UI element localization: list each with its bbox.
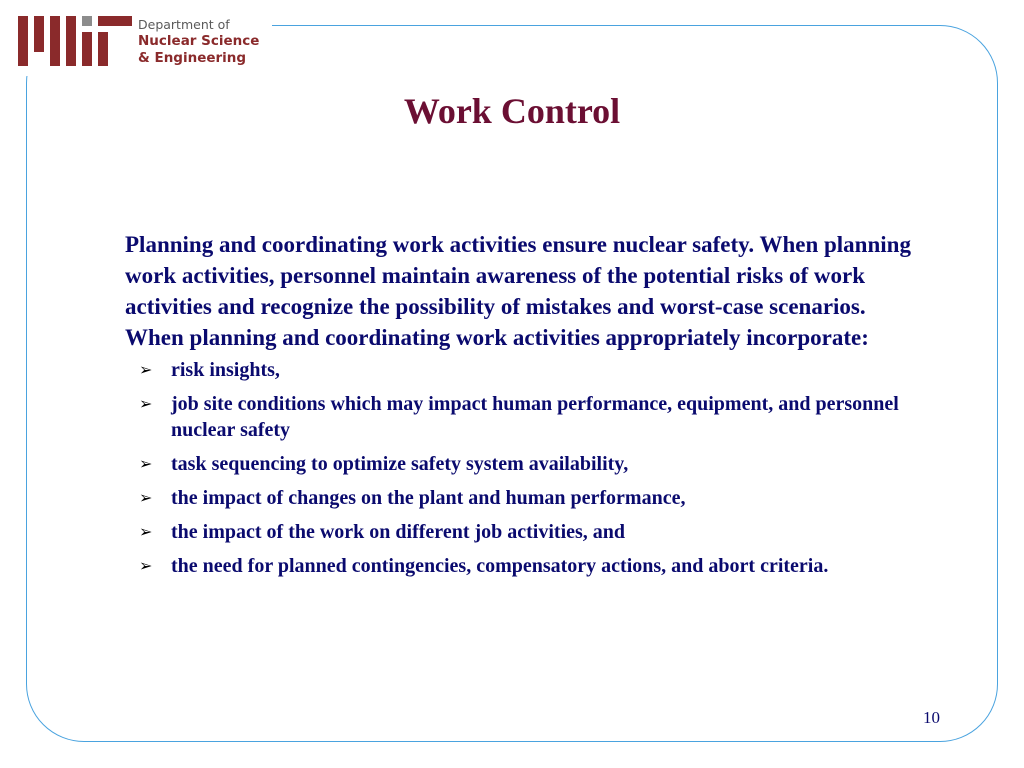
bullet-text: the impact of changes on the plant and human performance, (171, 487, 686, 509)
bullet-text: the impact of the work on different job activities, and (171, 521, 626, 543)
mit-logo-icon (18, 16, 132, 66)
logo-department-of: Department of (138, 17, 230, 32)
list-item (125, 553, 925, 579)
bullet-list (125, 357, 925, 579)
logo-text (138, 16, 259, 67)
list-item (125, 519, 925, 545)
list-item (125, 451, 925, 477)
logo-engineering: & Engineering (138, 50, 247, 66)
arrowhead-bullet-icon: ➢ (139, 360, 153, 379)
bullet-text: risk insights, (171, 359, 280, 381)
list-item (125, 485, 925, 511)
page-number: 10 (923, 708, 940, 727)
slide-title: Work Control (403, 91, 621, 131)
bullet-text: task sequencing to optimize safety system availability, (171, 453, 629, 475)
arrowhead-bullet-icon: ➢ (139, 556, 153, 575)
bullet-text: the need for planned contingencies, compensatory actions, and abort criteria. (171, 555, 829, 577)
slide-body (125, 229, 925, 587)
arrowhead-bullet-icon: ➢ (139, 394, 153, 413)
logo-nuclear-science: Nuclear Science (138, 33, 260, 49)
department-logo (18, 16, 268, 68)
list-item (125, 357, 925, 383)
arrowhead-bullet-icon: ➢ (139, 488, 153, 507)
intro-paragraph: Planning and coordinating work activities ensure nuclear safety. When planning work activities, personnel maintain awareness of the potential risks of work activities and recognize the possibility of mistakes and worst-case scenarios. When planning and coordinating work activities appropriately incorporate: (125, 232, 911, 350)
bullet-text: job site conditions which may impact human performance, equipment, and personnel nuclear safety (171, 393, 899, 441)
arrowhead-bullet-icon: ➢ (139, 522, 153, 541)
list-item (125, 391, 925, 443)
arrowhead-bullet-icon: ➢ (139, 454, 153, 473)
